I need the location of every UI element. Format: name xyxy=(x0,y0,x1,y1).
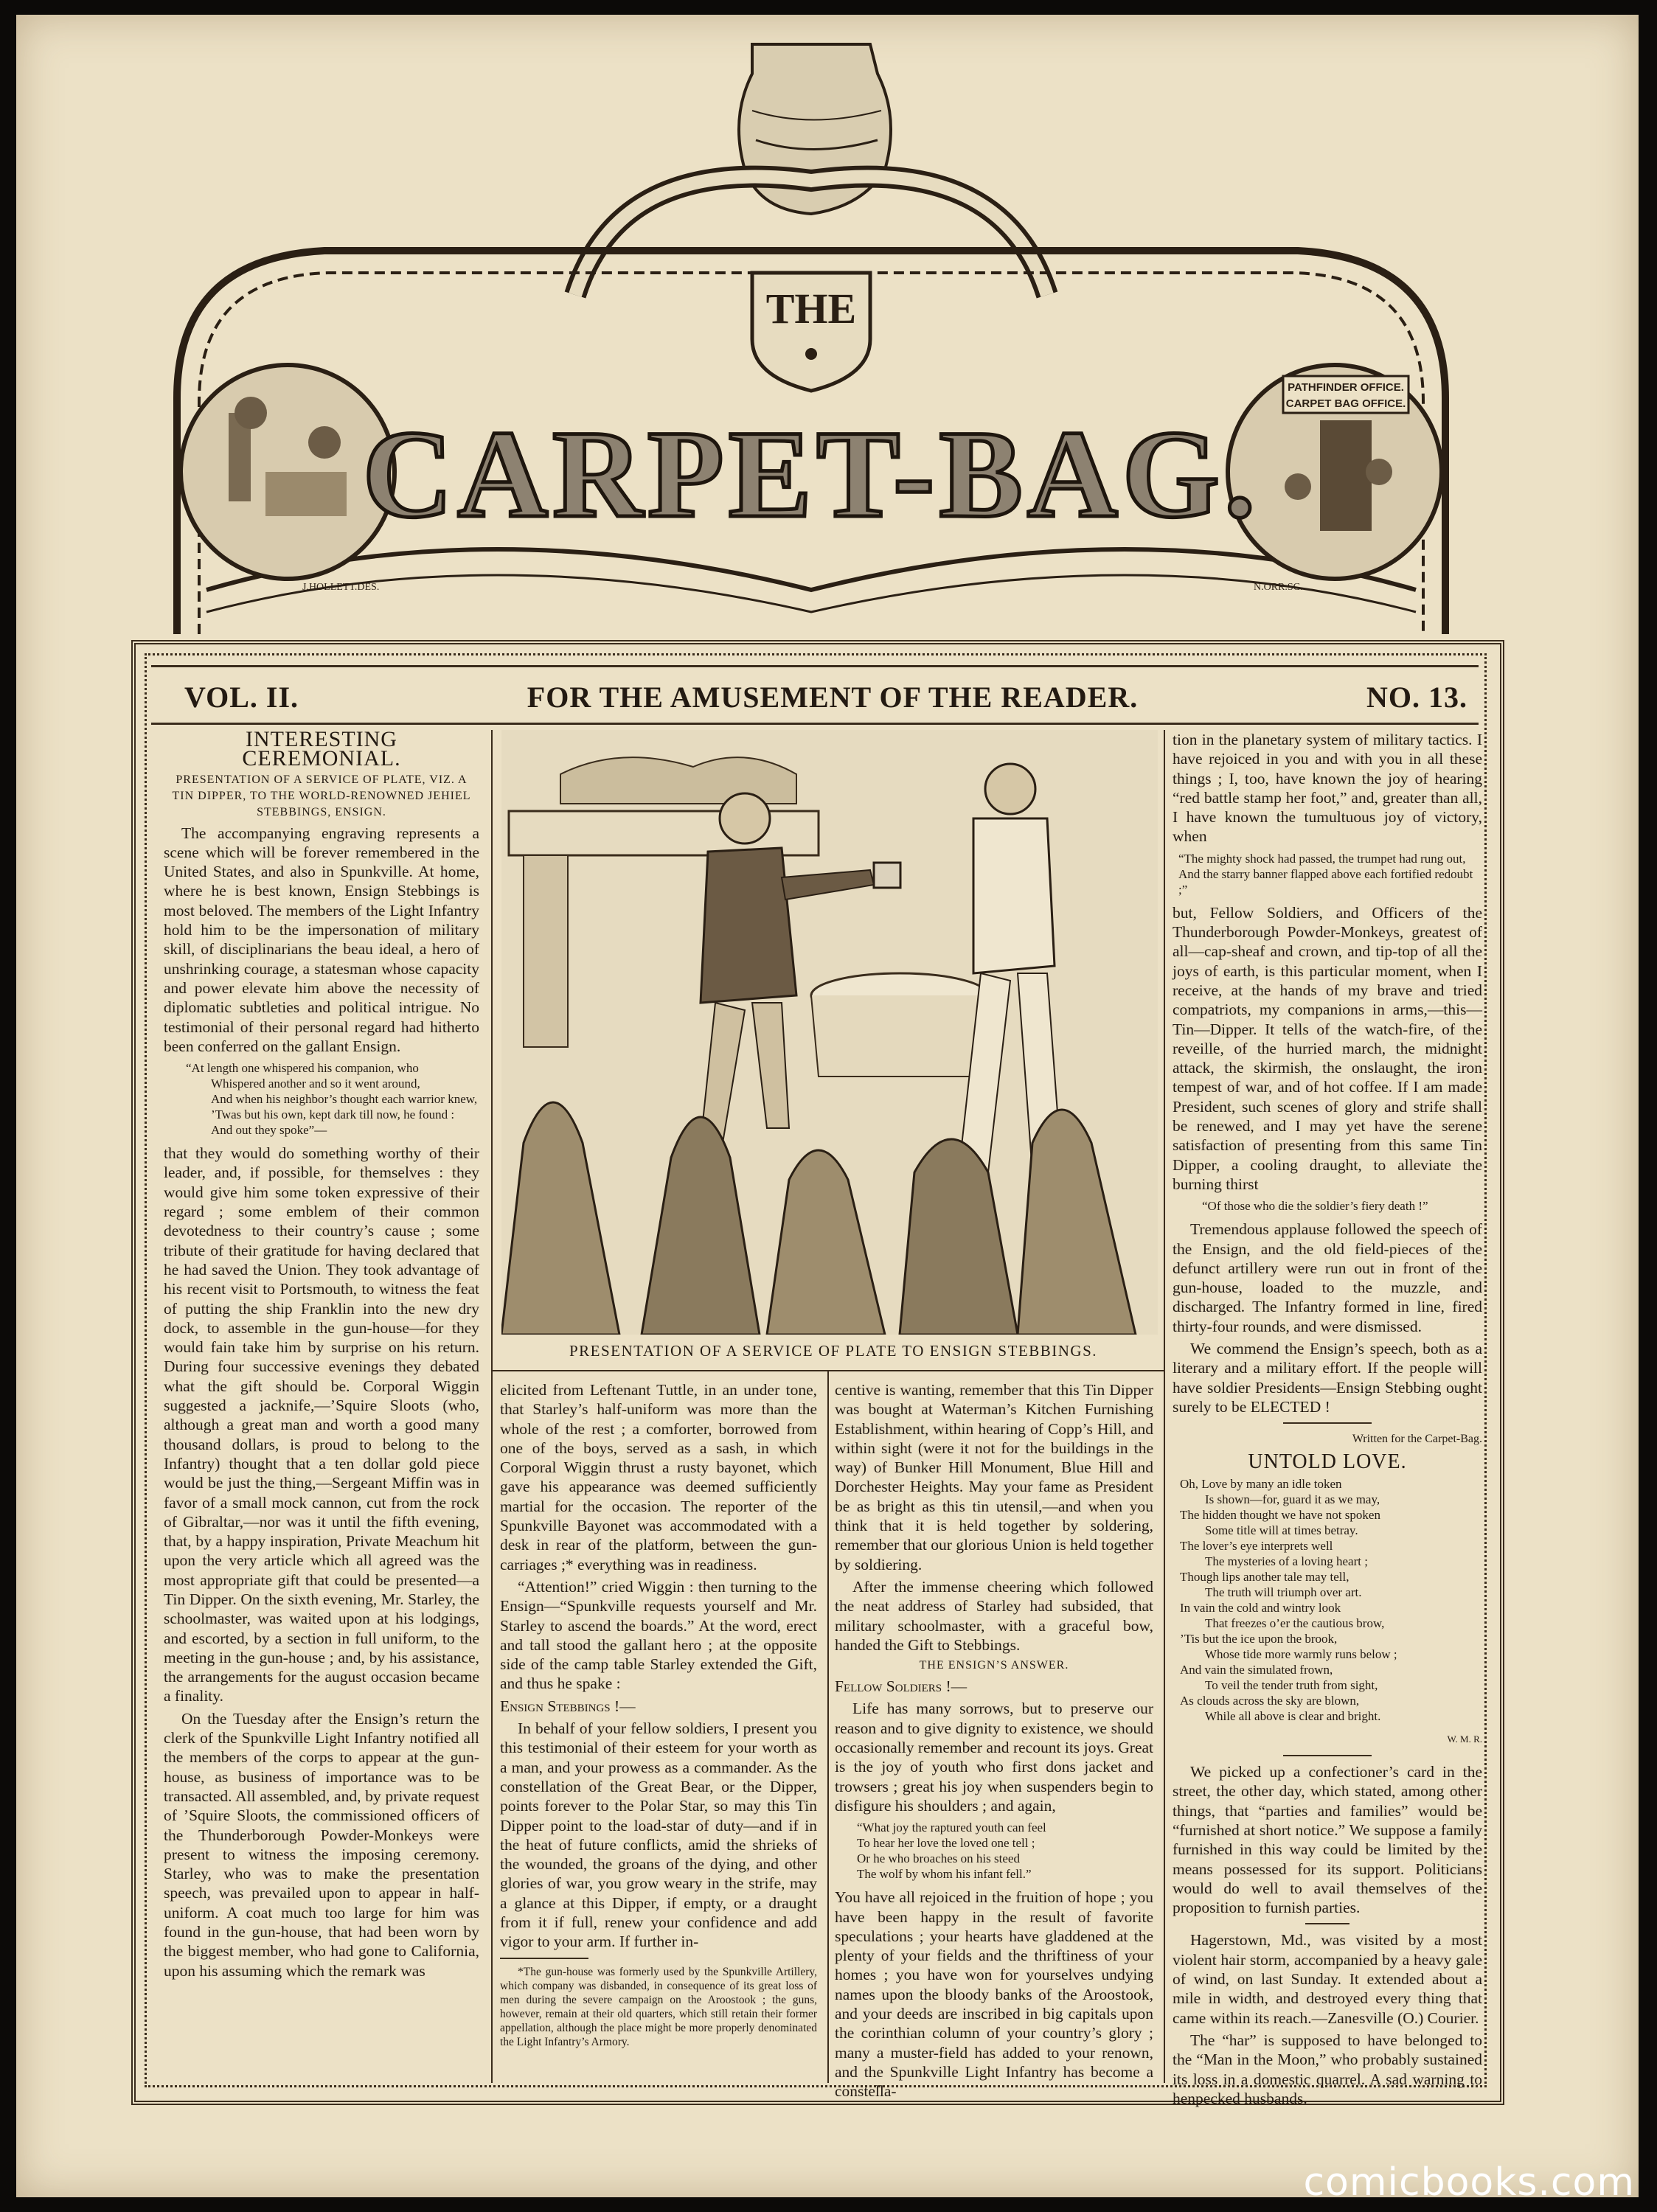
article-paragraph: elicited from Leftenant Tuttle, in an under tone, that Starley’s half-uniform was more than the whole of the rest ; a comforter, borrowed from one of the boys, served as a sash, in which Corporal Wiggin thrust a rusty bayonet, which gave his appearance was deemed sufficiently martial for the occasion. The reporter of the Spunkville Bayonet was accommodated with a desk in rear of the platform, between the gun-carriages ;* everything was in readiness. xyxy=(500,1381,817,1573)
article-paragraph: “Attention!” cried Wiggin : then turning to the Ensign—“Spunkville requests yourself and Mr. Starley to ascend the boards.” At the word, erect and tall stood the gallant hero ; at the opposite side of the camp table Starley extended the Gift, and thus he spake : xyxy=(500,1577,817,1693)
title-rule-top xyxy=(151,665,1479,667)
article-paragraph: After the immense cheering which followed the neat address of Starley had subsided, that military schoolmaster, with a graceful bow, handed the Gift to Stebbings. xyxy=(835,1577,1153,1654)
footnote: *The gun-house was formerly used by the Spunkville Artillery, which company was disbanded, in consequence of its great loss of men during the severe campaign on the Aroostook ; the guns, however, remain at their old quarters, which still retain their former appellation, although the place might be more properly denominated the Light Infantry’s Armory. xyxy=(500,1965,817,2048)
verse-quote: “At length one whispered his companion, who Whispered another and so it went around, And when his neighbor’s thought each warrior knew, ’Twas but his own, kept dark till now, he found : And out they spoke”— xyxy=(186,1061,478,1138)
title-rule-bottom xyxy=(151,723,1479,725)
answer-heading: THE ENSIGN’S ANSWER. xyxy=(919,1659,1069,1672)
article-paragraph: We commend the Ensign’s speech, both as a literary and a military effort. If the people will have soldier Presidents—Ensign Stebbing ought surely to be ELECTED ! xyxy=(1173,1340,1482,1416)
article-paragraph: You have all rejoiced in the fruition of hope ; you have been happy in the result of favorite speculations ; your hearts have gladdened at the plenty of your fields and the thriftiness of your homes ; you have won for yourselves undying names upon the bloody banks of the Aroostook, and your deeds are inscribed in big capitals upon the corinthian column of your country’s glory ; many a muster-field has added to your renown, and the Spunkville Light Infantry has become a constella- xyxy=(835,1888,1153,2101)
title-line xyxy=(184,675,1467,719)
speech-salutation: Ensign Stebbings !— xyxy=(500,1697,636,1715)
illustration-rule xyxy=(493,1370,1164,1371)
motto: FOR THE AMUSEMENT OF THE READER. xyxy=(527,680,1139,714)
poem-body: Oh, Love by many an idle token Is shown—for, guard it as we may, The hidden thought we have not spoken Some title will at times betray. The lover’s eye interprets well The mysteries of a loving heart ; Though lips another tale may tell, The truth will triumph over art. In vain the cold and wintry look That freezes o’er the cautious brow, ’Tis but the ice upon the brook, Whose tide more warmly runs below ; And vain the simulated frown, To veil the tender truth from sight, As clouds across the sky are blown, While all above is clear and bright. xyxy=(1180,1476,1397,1723)
column-1 xyxy=(164,727,479,1983)
engraving-caption: PRESENTATION OF A SERVICE OF PLATE TO ENSIGN STEBBINGS. xyxy=(569,1342,1098,1360)
masthead-title: CARPET-BAG. xyxy=(362,405,1260,543)
article-paragraph: centive is wanting, remember that this Tin Dipper was bought at Waterman’s Kitchen Furnishing Establishment, within hearing of Copp’s Hill, and within sight (were it not for the buildings in the way) of Bunker Hill Monument, Blue Hill and Dorchester Heights. May your fame as President be as bright as this tin utensil,—and when you think that it is held together by soldering, remember that our glorious Union is held together by soldiering. xyxy=(835,1381,1153,1573)
article-paragraph: Life has many sorrows, but to preserve our reason and to give dignity to existence, we should occasionally remember and recount its joys. Great is the joy of youth who first dons jacket and trowsers ; great his joy when suspenders begin to disfigure his shoulders ; and again, xyxy=(835,1700,1153,1815)
article-paragraph: that they would do something worthy of their leader, and, if possible, for themselves : they would give him some token expressive of their regard ; some emblem of their common devotedness to their country’s cause ; some tribute of their gratitude for having declared that he had saved the Union. They took advantage of his recent visit to Portsmouth, to witness the feat of putting the ship Franklin into the new dry dock, to assemble in the gun-house—for they would fain take him by surprise on his return. During four successive evenings they debated what the gift should be. Corporal Wiggin suggested a jacknife,—’Squire Sloots (who, although a great man and worth a good many thousand dollars, is proud to belong to the Infantry) thought that a ten dollar gold piece would be just the thing,—Sergeant Miffin was in favor of a small mock cannon, cut from the rock of Gibraltar,—nor was it until the fifth evening, that, by a happy inspiration, Private Meachum hit upon the very article which all agreed was the most appropriate gift that could be presented—a Tin Dipper. On the sixth evening, Mr. Starley, the schoolmaster, was waited upon at his lodgings, and escorted, by a section in full uniform, to the meeting in the gun-house ; and, by his assistance, the arrangements for the august occasion became a finality. xyxy=(164,1144,479,1705)
poem-credit: Written for the Carpet-Bag. xyxy=(1352,1433,1482,1446)
column-divider xyxy=(491,730,493,2083)
masthead-the: THE xyxy=(765,285,857,333)
section-divider xyxy=(1305,1923,1349,1924)
column-2 xyxy=(500,1380,817,2052)
article-paragraph: The accompanying engraving represents a scene which will be forever remembered in the United States, and also in Spunkville. At home, where he is best known, Ensign Stebbings is most beloved. The members of the Light Infantry hold him to be the impersonation of military skill, of disciplinarians the beau ideal, a hero of unshrinking courage, a statesman whose capacity and power elevate him above the necessity of diplomatic subtleties and political intrigue. No testimonial of their personal regard had hitherto been conferred on the gallant Ensign. xyxy=(164,824,479,1055)
article-paragraph: On the Tuesday after the Ensign’s return the clerk of the Spunkville Light Infantry notified all the members of the corps to appear at the gun-house, as business of importance was to be transacted. All assembled, and, by private request of ’Squire Sloots, the commissioned officers of the Thunderborough Powder-Monkeys were present to witness the imposing ceremony. Starley, who was to make the presentation speech, was prevailed upon to appear in half-uniform. A coat much too large for him was found in the gun-house, that had been worn by the biggest member, who had gone to California, upon his assuming which the remark was xyxy=(164,1709,479,1980)
engraver-right: N.ORR.SC. xyxy=(1254,582,1303,593)
masthead xyxy=(103,29,1519,634)
news-item: Hagerstown, Md., was visited by a most violent hair storm, accompanied by a heavy gale of wind, on last Sunday. It extended about a mile in width, and destroyed every thing that came within its reach.—Zanesville (O.) Courier. xyxy=(1173,1931,1482,2027)
audience-gallery xyxy=(560,757,796,804)
news-item: We picked up a confectioner’s card in the street, the other day, which stated, among other things, that “parties and families” would be “furnished at short notice.” We suppose a family furnished in this way could be limited by the means possessed for its support. Politicians would do well to avail themselves of the proposition to furnish parties. xyxy=(1173,1763,1482,1917)
news-item: The “har” is supposed to have belonged to the “Man in the Moon,” who probably sustained its loss in a domestic quarrel. A sad warning to henpecked husbands. xyxy=(1173,2031,1482,2107)
verse-quote: “What joy the raptured youth can feel To hear her love the loved one tell ; Or he who broaches on his steed The wolf by whom his infant fell.” xyxy=(857,1820,1046,1882)
section-divider xyxy=(1283,1755,1372,1756)
column-4 xyxy=(1173,730,1482,2111)
article-paragraph: In behalf of your fellow soldiers, I present you this testimonial of their esteem for your worth as a man, and your prowess as a commander. As the constellation of the Great Bear, or the Dipper, points forever to the Polar Star, so may this Tin Dipper point to the load-star of duty—and if in the heat of future conflicts, amid the shrieks of the wounded, the groans of the dying, and other glories of war, you grow weary in the strife, may a glance at this Dipper, if empty, or a draught from it if full, renew your confidence and add vigor to your arm. If further in- xyxy=(500,1719,817,1951)
engraver-left: J.HOLLETT.DES. xyxy=(302,582,380,593)
volume-label: VOL. II. xyxy=(184,680,299,714)
article-paragraph: but, Fellow Soldiers, and Officers of the Thunderborough Powder-Monkeys, greatest of all—cap-sheaf and crown, and tip-top of all the joys of earth, is this particular moment, when I receive, at the hands of my brave and tried compatriots, my companions in arms,—this—Tin—Dipper. It tells of the watch-fire, of the reveille, of the hurried march, the midnight attack, the skirmish, the onslaught, the iron tempest of war, and of hot coffee. If I am made President, such scenes of glory and strife shall be renewed, and I may yet have the serene satisfaction of presenting from this same Tin Dipper, a cooling draught, to alleviate the burning thirst xyxy=(1173,903,1482,1193)
poem-signature: W. M. R. xyxy=(1447,1733,1482,1745)
article-paragraph: tion in the planetary system of military tactics. I have rejoiced in you and with you in all these things ; I, too, have known the joy of hearing “red battle stamp her foot,” and, greater than all, I have known the tumultuous joy of victory, when xyxy=(1173,731,1482,846)
poem-title: UNTOLD LOVE. xyxy=(1248,1450,1407,1473)
article-paragraph: Tremendous applause followed the speech of the Ensign, and the old field-pieces of the defunct artillery were run out in front of the gun-house, loaded to the muzzle, and discharged. The Infantry formed in line, fired thirty-four rounds, and were dismissed. xyxy=(1173,1220,1482,1335)
issue-number: NO. 13. xyxy=(1366,680,1467,714)
office-sign-2: CARPET BAG OFFICE. xyxy=(1285,397,1406,410)
verse-quote: “Of those who die the soldier’s fiery death !” xyxy=(1202,1199,1428,1214)
section-divider xyxy=(1283,1422,1372,1424)
answer-salutation: Fellow Soldiers !— xyxy=(835,1677,968,1696)
column-divider xyxy=(827,1371,829,2083)
tin-dipper xyxy=(874,863,900,888)
presentation-engraving xyxy=(501,730,1158,1335)
article-heading: INTERESTING CEREMONIAL. xyxy=(242,727,401,771)
column-3 xyxy=(835,1380,1153,2104)
office-sign-1: PATHFINDER OFFICE. xyxy=(1288,381,1404,394)
column-divider xyxy=(1164,730,1165,2083)
verse-quote: “The mighty shock had passed, the trumpet had rung out, And the starry banner flapped above each fortified redoubt ;” xyxy=(1178,851,1473,897)
watermark: comicbooks.com xyxy=(1303,2160,1635,2205)
article-subheading: PRESENTATION OF A SERVICE OF PLATE, VIZ. A TIN DIPPER, TO THE WORLD-RENOWNED JEHIEL STEBBINGS, ENSIGN. xyxy=(172,773,471,818)
